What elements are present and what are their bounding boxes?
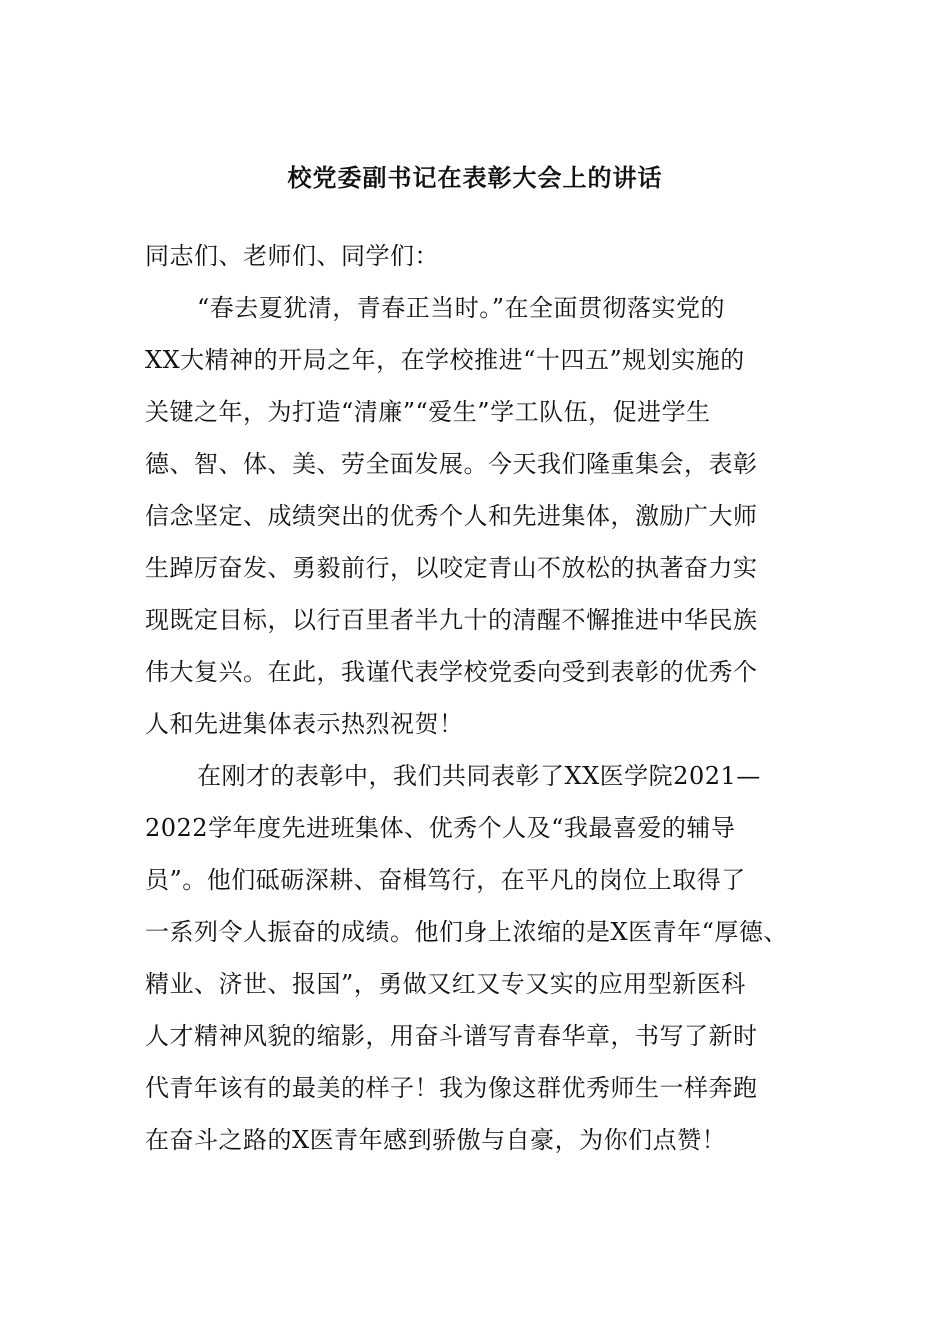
paragraph-line: 在奋斗之路的X医青年感到骄傲与自豪，为你们点赞！: [145, 1126, 727, 1154]
paragraph-line: 一系列令人振奋的成绩。他们身上浓缩的是X医青年“厚德、: [145, 918, 788, 946]
paragraph-line: 人才精神风貌的缩影，用奋斗谱写青春华章，书写了新时: [145, 1022, 758, 1050]
paragraph-line: 生踔厉奋发、勇毅前行，以咬定青山不放松的执著奋力实: [145, 554, 758, 582]
paragraph-line: XX大精神的开局之年，在学校推进“十四五”规划实施的: [145, 346, 745, 374]
paragraph-line: 德、智、体、美、劳全面发展。今天我们隆重集会，表彰: [145, 450, 758, 478]
paragraph-line: 在刚才的表彰中，我们共同表彰了XX医学院2021—: [197, 762, 761, 790]
paragraph-line: 伟大复兴。在此，我谨代表学校党委向受到表彰的优秀个: [145, 658, 758, 686]
paragraph-line: 代青年该有的最美的样子！我为像这群优秀师生一样奔跑: [145, 1074, 758, 1102]
document-title: 校党委副书记在表彰大会上的讲话: [287, 163, 663, 192]
document-body: [145, 230, 845, 1166]
paragraph-line: 关键之年，为打造“清廉”“爱生”学工队伍，促进学生: [145, 398, 711, 426]
paragraph-line: 信念坚定、成绩突出的优秀个人和先进集体，激励广大师: [145, 502, 758, 530]
paragraph-line: 2022学年度先进班集体、优秀个人及“我最喜爱的辅导: [145, 814, 736, 842]
paragraph-line: “春去夏犹清，青春正当时。”在全面贯彻落实党的: [197, 294, 726, 322]
paragraph-2: [145, 750, 845, 1166]
paragraph-line: 精业、济世、报国”，勇做又红又专又实的应用型新医科: [145, 970, 746, 998]
paragraph-line: 现既定目标，以行百里者半九十的清醒不懈推进中华民族: [145, 606, 758, 634]
paragraph-line: 人和先进集体表示热烈祝贺！: [145, 710, 464, 738]
salutation: 同志们、老师们、同学们：: [145, 242, 439, 270]
paragraph-line: 员”。他们砥砺深耕、奋楫笃行，在平凡的岗位上取得了: [145, 866, 746, 894]
paragraph-1: [145, 282, 845, 750]
